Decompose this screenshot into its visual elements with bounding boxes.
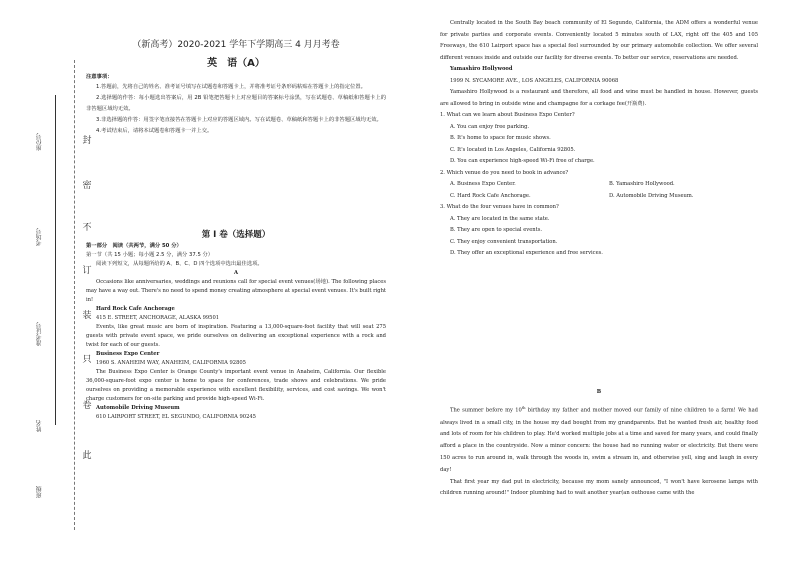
- venue-name: Hard Rock Cafe Anchorage: [96, 306, 175, 312]
- section-block: [86, 226, 386, 422]
- question-stem: 3. What do the four venues have in common?: [440, 204, 559, 210]
- passage-b: [440, 388, 758, 500]
- section-title: 第 I 卷（选择题）: [201, 230, 271, 240]
- subject-title: 英 语（A）: [207, 58, 265, 69]
- exam-number-field-label: 准考证号: [36, 322, 43, 346]
- exam-title: （新高考）2020-2021 学年下学期高三 4 月月考卷: [132, 40, 340, 50]
- seal-char: 密: [82, 181, 92, 191]
- seal-char: 订: [82, 266, 92, 276]
- venue-address: 1960 S. ANAHEIM WAY, ANAHEIM, CALIFORNIA 92805: [96, 360, 246, 366]
- room-number-field-label: 考场号: [36, 228, 43, 246]
- venue-description: Centrally located in the South Bay beach community of El Segundo, California, the ADM offers a wonderful venue for private parties and corporate events. Conveniently located 5 minutes south of LAX, right off the 405 and 105 Freeways, the 610 Lairport space has a special feel surrounded by our primary automobile collection. We offer several different venues inside and outside our facility for diverse events. To better our service, reservations are needed.: [440, 20, 758, 61]
- seal-char: 卷: [82, 401, 92, 411]
- answer-option: C. They enjoy convenient transportation.: [450, 238, 558, 245]
- answer-option: C. It's located in Los Angeles, California 92805.: [450, 146, 576, 153]
- seal-char: 不: [82, 223, 92, 233]
- notice-heading: 注意事项：: [86, 74, 113, 80]
- name-field-label: 姓名: [36, 420, 43, 432]
- notice-item: 2.选择题的作答：每小题选出答案后，用 2B 铅笔把答题卡上对应题目的答案标号涂黑，写在试题卷、草稿纸和答题卡上的非答题区域均无效。: [86, 95, 386, 112]
- question-stem: 1. What can we learn about Business Expo Center?: [440, 112, 575, 118]
- answer-option: A. They are located in the same state.: [450, 215, 550, 222]
- venue-address: 1999 N. SYCAMORE AVE., LOS ANGELES, CALIFORNIA 90068: [450, 77, 619, 84]
- notice-item: 4.考试结束后，请将本试题卷和答题卡一并上交。: [96, 128, 213, 134]
- answer-option: C. Hard Rock Cafe Anchorage.: [450, 192, 531, 199]
- seal-char: 封: [82, 136, 92, 146]
- notice-item: 1.答题前，先将自己的姓名、准考证号填写在试题卷和答题卡上，并将准考证号条形码粘贴在答题卡上的指定位置。: [96, 84, 366, 90]
- binding-margin: [0, 0, 92, 562]
- passage-a-intro: Occasions like anniversaries, weddings and reunions call for special event venues(场地). The following places may have a way out. There's no need to spend money creating atmosphere at special event venues. It's built right in!: [86, 279, 386, 303]
- field-line: [55, 95, 56, 425]
- passage-b-text: birthday my father and mother moved our family of nine children to a farm! We had always lived in a small city, in the house my dad bought from my grandparents. But he wanted fresh air, healthy food and lots of room for his children to play. He'd worked multiple jobs at a time and saved for many years, and could finally afford a place in the countryside. Now a minor concern: the house had no running water or electricity. But there were 150 acres to run around in, walk through the woods in, swim a stream in, and otherwise yell, sing and laugh in every day!: [440, 407, 758, 473]
- passage-b-paragraph: That first year my dad put in electricity, because my mom sanely announced, "I won't have kerosene lamps with children running around!" Indoor plumbing had to wait another year(an outhouse came with the: [440, 478, 758, 497]
- right-column-content: [440, 18, 758, 260]
- seal-char: 此: [82, 451, 92, 461]
- seat-number-field-label: 座位号: [36, 133, 43, 151]
- answer-option: D. Automobile Driving Museum.: [609, 192, 694, 199]
- passage-b-paragraph: [440, 403, 758, 477]
- part-title: 第一部分 阅读（共两节，满分 50 分）: [86, 243, 182, 249]
- passage-a-label: A: [233, 270, 239, 276]
- venue-description: Yamashiro Hollywood is a restaurant and therefore, all food and wine must be handled in house. However, guests are allowed to bring in outside wine and champagne for a corkage fee(开瓶费).: [440, 89, 758, 107]
- answer-option: B. They are open to special events.: [450, 227, 543, 233]
- answer-option: A. Business Expo Center.: [450, 181, 516, 187]
- answer-option: A. You can enjoy free parking.: [450, 123, 530, 130]
- venue-description: Events, like great music are born of inspiration. Featuring a 13,000-square-foot facility that will seat 275 guests with private event space, we pride ourselves on delivering an exceptional experience with a rock and twist for each of our guests.: [86, 324, 386, 348]
- notice-block: [86, 73, 386, 137]
- answer-option: B. Yamashiro Hollywood.: [609, 181, 675, 187]
- passage-b-text: The summer before my 10: [450, 407, 522, 414]
- seal-dashed-line: [74, 60, 75, 530]
- venue-name: Business Expo Center: [96, 351, 160, 357]
- venue-name: Automobile Driving Museum: [96, 405, 180, 411]
- question-stem: 2. Which venue do you need to book in advance?: [440, 169, 569, 176]
- seal-char: 装: [82, 311, 92, 321]
- class-field-label: 班级: [36, 486, 43, 498]
- venue-address: 415 E. STREET, ANCHORAGE, ALASKA 99501: [96, 315, 220, 321]
- instruction-text: 阅读下列短文，从每题所给的 A、B、C、D 四个选项中选出最佳选项。: [96, 261, 263, 267]
- venue-address: 610 LAIRPORT STREET, EL SEGUNDO, CALIFORNIA 90245: [96, 414, 256, 420]
- notice-item: 3.非选择题的作答：用签字笔直接答在答题卡上对应的答题区域内。写在试题卷、草稿纸和答题卡上的非答题区域均无效。: [96, 117, 382, 123]
- answer-option-row: [440, 179, 758, 191]
- answer-option: D. You can experience high-speed Wi-Fi free of charge.: [450, 158, 595, 164]
- sub-section-title: 第一节（共 15 小题；每小题 2.5 分，满分 37.5 分）: [86, 252, 214, 258]
- venue-name: Yamashiro Hollywood: [450, 66, 513, 72]
- answer-option: B. It's home to space for music shows.: [450, 135, 551, 141]
- venue-description: The Business Expo Center is Orange County's important event venue in Anaheim, California. Our flexible 36,000-square-foot expo center is home to space for conferences, trade shows and celebrations. We pride ourselves on providing a memorable experience with excellent flexibility, services, and cost savings. We won't charge customers for on-site parking and provide high-speed Wi-Fi.: [86, 369, 386, 402]
- superscript: th: [521, 406, 526, 410]
- passage-b-label: B: [596, 389, 602, 395]
- answer-option-row: [440, 191, 758, 203]
- seal-char: 只: [82, 355, 92, 365]
- answer-option: D. They offer an exceptional experience and free services.: [450, 250, 603, 256]
